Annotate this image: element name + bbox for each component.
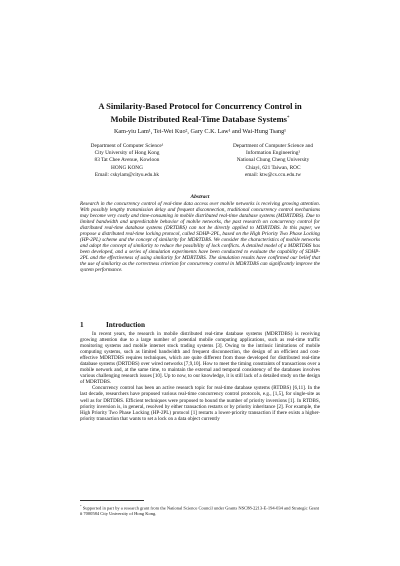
affiliation-right-line: National Chung Cheng University bbox=[236, 157, 310, 164]
section-body bbox=[80, 331, 320, 422]
title-line-2 bbox=[40, 113, 360, 126]
affiliation-left-email: Email: cskylam@cityu.edu.hk bbox=[94, 171, 160, 178]
affiliation-right-line: Department of Computer Science and bbox=[232, 143, 313, 149]
footnote-text: Supported in part by a research grant from the National Science Council under Grants NSC88-2213-E-194-034 and Strategic Grant # 7000584 City University of Hong Kong. bbox=[80, 505, 320, 517]
paper-title bbox=[40, 101, 360, 125]
title-line-1: A Similarity-Based Protocol for Concurrency Control in bbox=[98, 101, 302, 111]
body-paragraph: Concurrency control has been an active research topic for real-time database systems (RTDBS) [6,11]. In the last decade, researchers have proposed various real-time concurrency control protocols, e.g., [1,5], for single-site as well as for DRTDBS. Efficient techniques were proposed to bound the number of priority inversions [1]. In RTDBS, priority inversion is, in general, resolved by either transaction restarts or by priority inheritance [2]. For example, the High Priority Two Phase Locking (HP-2PL) protocol [1] restarts a lower-priority transaction if there exists a higher-priority transaction that wants to set a lock on a data object currently bbox=[80, 385, 320, 422]
affiliation-left-line: City University of Hong Kong bbox=[94, 150, 160, 157]
abstract-heading: Abstract bbox=[190, 194, 210, 200]
title-footnote-mark: * bbox=[286, 115, 290, 121]
title-line-2-text: Mobile Distributed Real-Time Database Systems bbox=[110, 113, 287, 124]
abstract-text: Research in the concurrency control of real-time data access over mobile networks is receiving growing attention. With possibly lengthy transmission delay and frequent disconnection, traditional concurrency control mechanisms may become very costly and time-consuming in mobile distributed real-time database systems (MDRTDBS). Due to limited bandwidth and unpredictable behavior of mobile networks, the past research on concurrency control for distributed real-time database systems (DRTDBS) can not be directly applied to MDRTDBS. In this paper, we propose a distributed real-time locking protocol, called SDHP-2PL, based on the High Priority Two Phase Locking (HP-2PL) scheme and the concept of similarity for MDRTDBS. We consider the characteristics of mobile networks and adopt the concept of similarity to reduce the possibility of lock conflicts. A detailed model of a MDRTDBS has been developed, and a series of simulation experiments have been conducted to evaluate the capability of SDHP-2PL and the effectiveness of using similarity for MDRTDBS. The simulation results have confirmed our belief that the use of similarity as the correctness criterion for concurrency control in MDRTDBS can significantly improve the system performance. bbox=[80, 201, 320, 273]
affiliation-right-email: email: ktw@cs.ccu.edu.tw bbox=[244, 171, 302, 178]
body-paragraph: In recent years, the research in mobile distributed real-time database systems (MDRTDBS) is receiving growing attention due to a large number of potential mobile computing applications, such as real-time traffic monitoring systems and mobile internet stock trading systems [3]. Owing to the intrinsic limitations of mobile computing systems, such as limited bandwidth and frequent disconnection, the design of an efficient and cost-effective MDRTDBS requires techniques, which are quite different from those developed for distributed real-time database systems (DRTDBS) over wired networks [7,9,10]. How to meet the timing constraints of transactions over a mobile network and, at the same time, to maintain the external and temporal consistency of the databases involves various challenging research issues [10]. Up to now, to our knowledge, it is still lack of a detailed study on the design of MDRTDBS. bbox=[80, 331, 320, 386]
section-number: 1 bbox=[80, 321, 84, 329]
affiliation-left bbox=[62, 143, 192, 179]
section-title: Introduction bbox=[106, 321, 146, 329]
footnote-mark: * bbox=[80, 504, 82, 508]
author-list: Kam-yiu Lam¹, Tei-Wei Kuo², Gary C.K. Law¹ and Wai-Hung Tsang¹ bbox=[113, 128, 287, 135]
affiliation-right-line: Information Engineering² bbox=[245, 150, 301, 157]
footnote bbox=[80, 504, 320, 517]
footnote-rule bbox=[80, 500, 144, 501]
affiliation-left-line: HONG KONG bbox=[111, 164, 143, 171]
affiliation-right bbox=[208, 143, 338, 179]
section-heading bbox=[80, 321, 320, 329]
affiliation-right-line: Chiayi, 621 Taiwan, ROC bbox=[245, 164, 301, 171]
affiliation-left-line: 83 Tat Chee Avenue, Kowloon bbox=[94, 157, 160, 164]
affiliation-left-line: Department of Computer Science¹ bbox=[90, 143, 164, 149]
